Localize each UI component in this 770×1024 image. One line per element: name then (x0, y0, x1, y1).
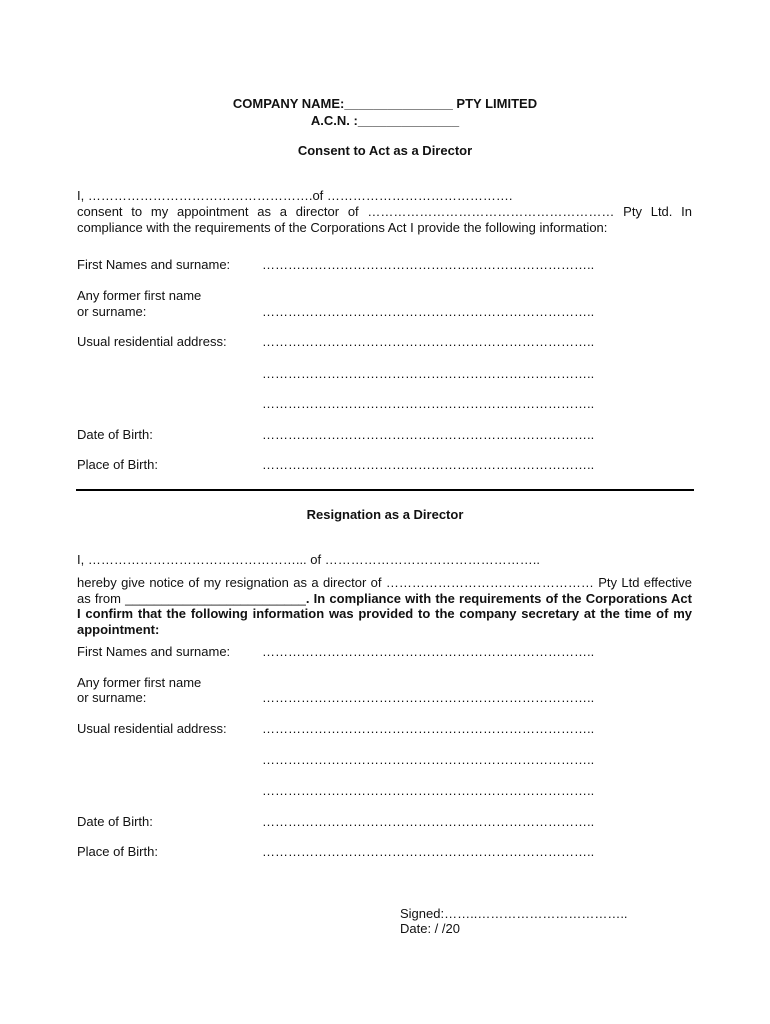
consent-intro-text: consent to my appointment as a director of ………………………………………………… Pty Ltd. In compliance with the requirements of the Corporations Act I provide the following information: (77, 204, 692, 235)
consent-label-dob: Date of Birth: (77, 427, 153, 442)
resignation-label-address: Usual residential address: (77, 721, 227, 736)
resignation-pob-field[interactable]: ………………………………………………………………….. (262, 844, 595, 859)
consent-address-field-1[interactable]: ………………………………………………………………….. (262, 334, 595, 349)
resignation-address-field-2[interactable]: ………………………………………………………………….. (262, 752, 595, 767)
effective-date-blank[interactable]: _________________________ (125, 590, 306, 606)
resignation-intro-part-b: . In compliance with the requirements of the Corporations Act I confirm that the following information was provided to the company secretary at the time of my appointment: (77, 590, 692, 637)
consent-label-former: Any former first name (77, 288, 202, 303)
consent-address-field-2[interactable]: ………………………………………………………………….. (262, 366, 595, 381)
consent-label-former-2: or surname: (77, 304, 147, 319)
resignation-name-field[interactable]: ………………………………………………………………….. (262, 644, 595, 659)
consent-label-name: First Names and surname: (77, 257, 231, 272)
consent-name-field[interactable]: ………………………………………………………………….. (262, 257, 595, 272)
resignation-label-name: First Names and surname: (77, 644, 231, 659)
consent-pob-field[interactable]: ………………………………………………………………….. (262, 457, 595, 472)
resignation-dob-field[interactable]: ………………………………………………………………….. (262, 814, 595, 829)
acn-line: A.C.N. :______________ (310, 113, 460, 128)
consent-title: Consent to Act as a Director (297, 143, 473, 158)
resignation-intro-line1: I, …………………………………………... of ………………………………………….. (77, 552, 540, 567)
resignation-label-pob: Place of Birth: (77, 844, 158, 859)
resignation-label-former-2: or surname: (77, 690, 147, 705)
consent-former-field[interactable]: ………………………………………………………………….. (262, 304, 595, 319)
resignation-address-field-3[interactable]: ………………………………………………………………….. (262, 783, 595, 798)
resignation-label-former: Any former first name (77, 675, 202, 690)
consent-label-address: Usual residential address: (77, 334, 227, 349)
consent-address-field-3[interactable]: ………………………………………………………………….. (262, 396, 595, 411)
section-divider (76, 489, 694, 491)
resignation-title: Resignation as a Director (306, 507, 464, 522)
resignation-intro-part-a: hereby give notice of my resignation as a director of ………………………………………… Pty Ltd effective as from (77, 575, 692, 606)
consent-dob-field[interactable]: ………………………………………………………………….. (262, 427, 595, 442)
consent-label-pob: Place of Birth: (77, 457, 158, 472)
resignation-label-dob: Date of Birth: (77, 814, 153, 829)
date-line[interactable]: Date: / /20 (400, 921, 460, 936)
company-name-line: COMPANY NAME:_______________ PTY LIMITED (232, 96, 538, 111)
resignation-former-field[interactable]: ………………………………………………………………….. (262, 690, 595, 705)
resignation-intro-text (77, 575, 692, 637)
consent-intro-line1: I, …………………………………………….of ……………………………………. (77, 188, 513, 203)
signed-line[interactable]: Signed:……..…………………………….. (400, 906, 628, 921)
resignation-address-field-1[interactable]: ………………………………………………………………….. (262, 721, 595, 736)
